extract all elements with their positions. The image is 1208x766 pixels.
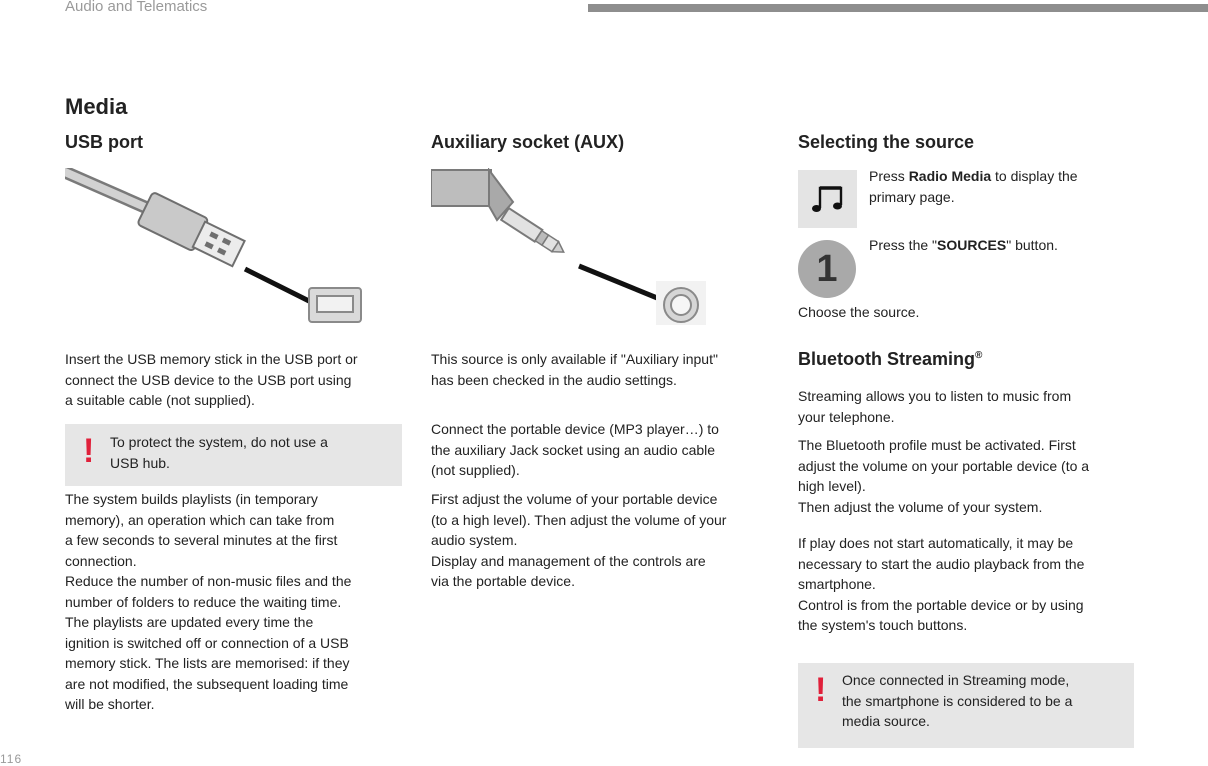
aux-illustration bbox=[431, 168, 711, 328]
bluetooth-playback: If play does not start automatically, it may be necessary to start the audio playback from the smartphone. Control is from the portable device or by using the system's touch buttons. bbox=[798, 535, 1085, 633]
warning-icon: ! bbox=[83, 432, 95, 470]
step-sources: Press the "SOURCES" button. bbox=[869, 237, 1058, 253]
aux-availability: This source is only available if "Auxiliary input" has been checked in the audio settings. bbox=[431, 351, 718, 388]
page-title: Media bbox=[65, 94, 128, 119]
bluetooth-profile: The Bluetooth profile must be activated. First adjust the volume on your portable device (to a high level). Then adjust the volume of your system. bbox=[798, 437, 1090, 515]
section-header: Audio and Telematics bbox=[65, 0, 208, 15]
usb-illustration bbox=[65, 168, 370, 328]
radio-media-button bbox=[798, 170, 857, 228]
music-note-icon bbox=[811, 184, 845, 214]
header-bar bbox=[588, 4, 1208, 12]
usb-warning-note: ! To protect the system, do not use a USB hub. bbox=[65, 424, 402, 486]
usb-title: USB port bbox=[65, 132, 143, 152]
aux-title: Auxiliary socket (AUX) bbox=[431, 132, 625, 152]
source-title: Selecting the source bbox=[798, 132, 975, 152]
usb-body: The system builds playlists (in temporary memory), an operation which can take from a few seconds to several minutes at the first connection. Reduce the number of non-music files and the number of folders to reduce the waiting time. The playlists are updated every time the ignition is switched off or connection of a USB memory stick. The lists are memorised: if they are not modified, the subsequent loading time will be shorter. bbox=[65, 491, 352, 712]
aux-connect: Connect the portable device (MP3 player…) to the auxiliary Jack socket using an audio cable (not supplied). bbox=[431, 421, 719, 478]
step-radio-media: Press Radio Media to display the primary page. bbox=[869, 168, 1078, 205]
usb-intro: Insert the USB memory stick in the USB port or connect the USB device to the USB port using a suitable cable (not supplied). bbox=[65, 351, 358, 408]
choose-source: Choose the source. bbox=[798, 304, 920, 320]
warning-icon: ! bbox=[815, 671, 827, 709]
bluetooth-intro: Streaming allows you to listen to music from your telephone. bbox=[798, 388, 1072, 425]
bluetooth-warning-note: ! Once connected in Streaming mode, the smartphone is considered to be a media source. bbox=[798, 663, 1134, 748]
bluetooth-title: Bluetooth Streaming® bbox=[798, 349, 983, 369]
page-number: 116 bbox=[0, 752, 23, 766]
step-number-badge: 1 bbox=[798, 240, 856, 298]
aux-volume: First adjust the volume of your portable device (to a high level). Then adjust the volume of your audio system. Display and management of the controls are via the portable device. bbox=[431, 491, 727, 589]
